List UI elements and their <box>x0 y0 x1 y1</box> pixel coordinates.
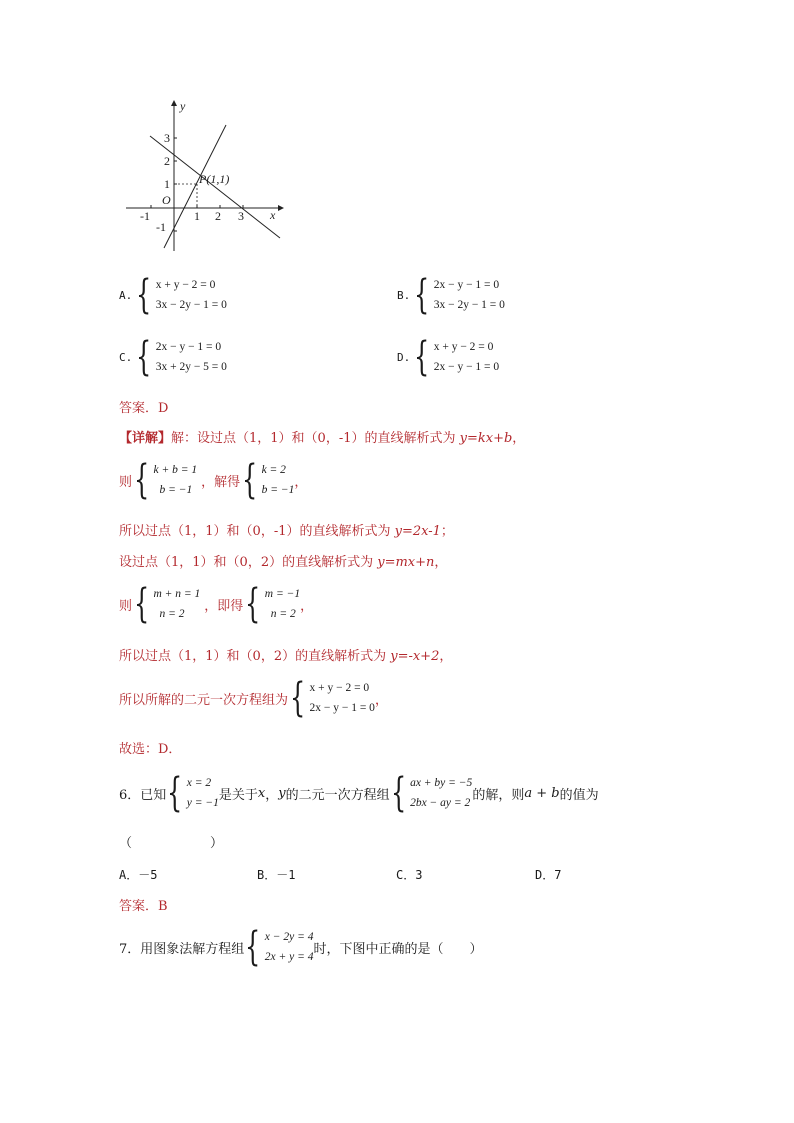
solution-line-5: 则 { m + n = 1 n = 2 ，即得 { m = −1 n = 2 ， <box>119 581 314 627</box>
q6-option-a[interactable]: A．－5 <box>119 868 158 882</box>
solution-line-2: 则 { k + b = 1 b = −1 ，解得 { k = 2 b = −1 ， <box>119 457 308 503</box>
line-y-2x-minus-1 <box>164 125 226 248</box>
option-a[interactable]: A. { x + y − 2 = 0 3x − 2y − 1 = 0 <box>119 272 227 318</box>
option-a-eq2: 3x − 2y − 1 = 0 <box>155 299 227 311</box>
y-tick-1: 1 <box>164 177 170 191</box>
option-b-eq1: 2x − y − 1 = 0 <box>433 279 500 291</box>
solution-tag: 【详解】 <box>119 431 172 446</box>
y-axis-arrow-icon <box>171 100 177 106</box>
q5-answer: 答案．D <box>119 401 169 416</box>
question-6: 6．已知 { x = 2 y = −1 是关于 x ， y 的二元一次方程组 { ax + by = −5 2bx − ay = 2 的解，则 a + b 的值为 <box>119 770 599 816</box>
q6-answer-blank: （ ） <box>119 836 224 851</box>
coordinate-graph <box>120 98 290 258</box>
option-b[interactable]: B. { 2x − y − 1 = 0 3x − 2y − 1 = 0 <box>397 272 505 318</box>
option-c-letter: C. <box>119 350 133 364</box>
solution-line-4: 设过点（1，1）和（0，2）的直线解析式为 y=mx+n， <box>119 555 448 570</box>
x-tick-3: 3 <box>238 209 244 223</box>
x-tick-2: 2 <box>215 209 221 223</box>
q6-option-c[interactable]: C．3 <box>396 868 423 882</box>
solution-line-1: 【详解】解：设过点（1，1）和（0，-1）的直线解析式为 y=kx+b， <box>119 431 526 446</box>
y-tick-neg1: -1 <box>156 220 166 234</box>
option-c-eq2: 3x + 2y − 5 = 0 <box>155 361 227 373</box>
q6-answer: 答案．B <box>119 899 168 914</box>
x-axis-arrow-icon <box>278 205 284 211</box>
x-tick-neg1: -1 <box>140 209 150 223</box>
option-b-letter: B. <box>397 288 411 302</box>
option-b-eq2: 3x − 2y − 1 = 0 <box>433 299 505 311</box>
q6-option-d[interactable]: D．7 <box>535 868 562 882</box>
solution-line-7: 所以所解的二元一次方程组为 { x + y − 2 = 0 2x − y − 1 = 0 ， <box>119 675 388 721</box>
solution-line-3: 所以过点（1，1）和（0，-1）的直线解析式为 y=2x-1； <box>119 524 454 539</box>
option-d-eq2: 2x − y − 1 = 0 <box>433 361 500 373</box>
option-d-letter: D. <box>397 350 411 364</box>
option-d-eq1: x + y − 2 = 0 <box>433 341 494 353</box>
x-axis-label: x <box>270 208 276 222</box>
q6-option-b[interactable]: B．－1 <box>257 868 296 882</box>
question-7: 7．用图象法解方程组 { x − 2y = 4 2x + y = 4 时，下图中正确的是（ ） <box>119 924 483 970</box>
y-axis-label: y <box>180 99 186 113</box>
option-d[interactable]: D. { x + y − 2 = 0 2x − y − 1 = 0 <box>397 334 500 380</box>
option-c[interactable]: C. { 2x − y − 1 = 0 3x + 2y − 5 = 0 <box>119 334 227 380</box>
option-a-letter: A. <box>119 288 133 302</box>
solution-line-8: 故选：D． <box>119 742 182 757</box>
y-tick-3: 3 <box>164 131 170 145</box>
origin-label: O <box>162 193 171 207</box>
y-tick-2: 2 <box>164 154 170 168</box>
option-a-eq1: x + y − 2 = 0 <box>155 279 216 291</box>
x-tick-1: 1 <box>194 209 200 223</box>
point-label: P(1,1) <box>199 172 230 186</box>
solution-line-6: 所以过点（1，1）和（0，2）的直线解析式为 y=-x+2， <box>119 649 453 664</box>
option-c-eq1: 2x − y − 1 = 0 <box>155 341 222 353</box>
